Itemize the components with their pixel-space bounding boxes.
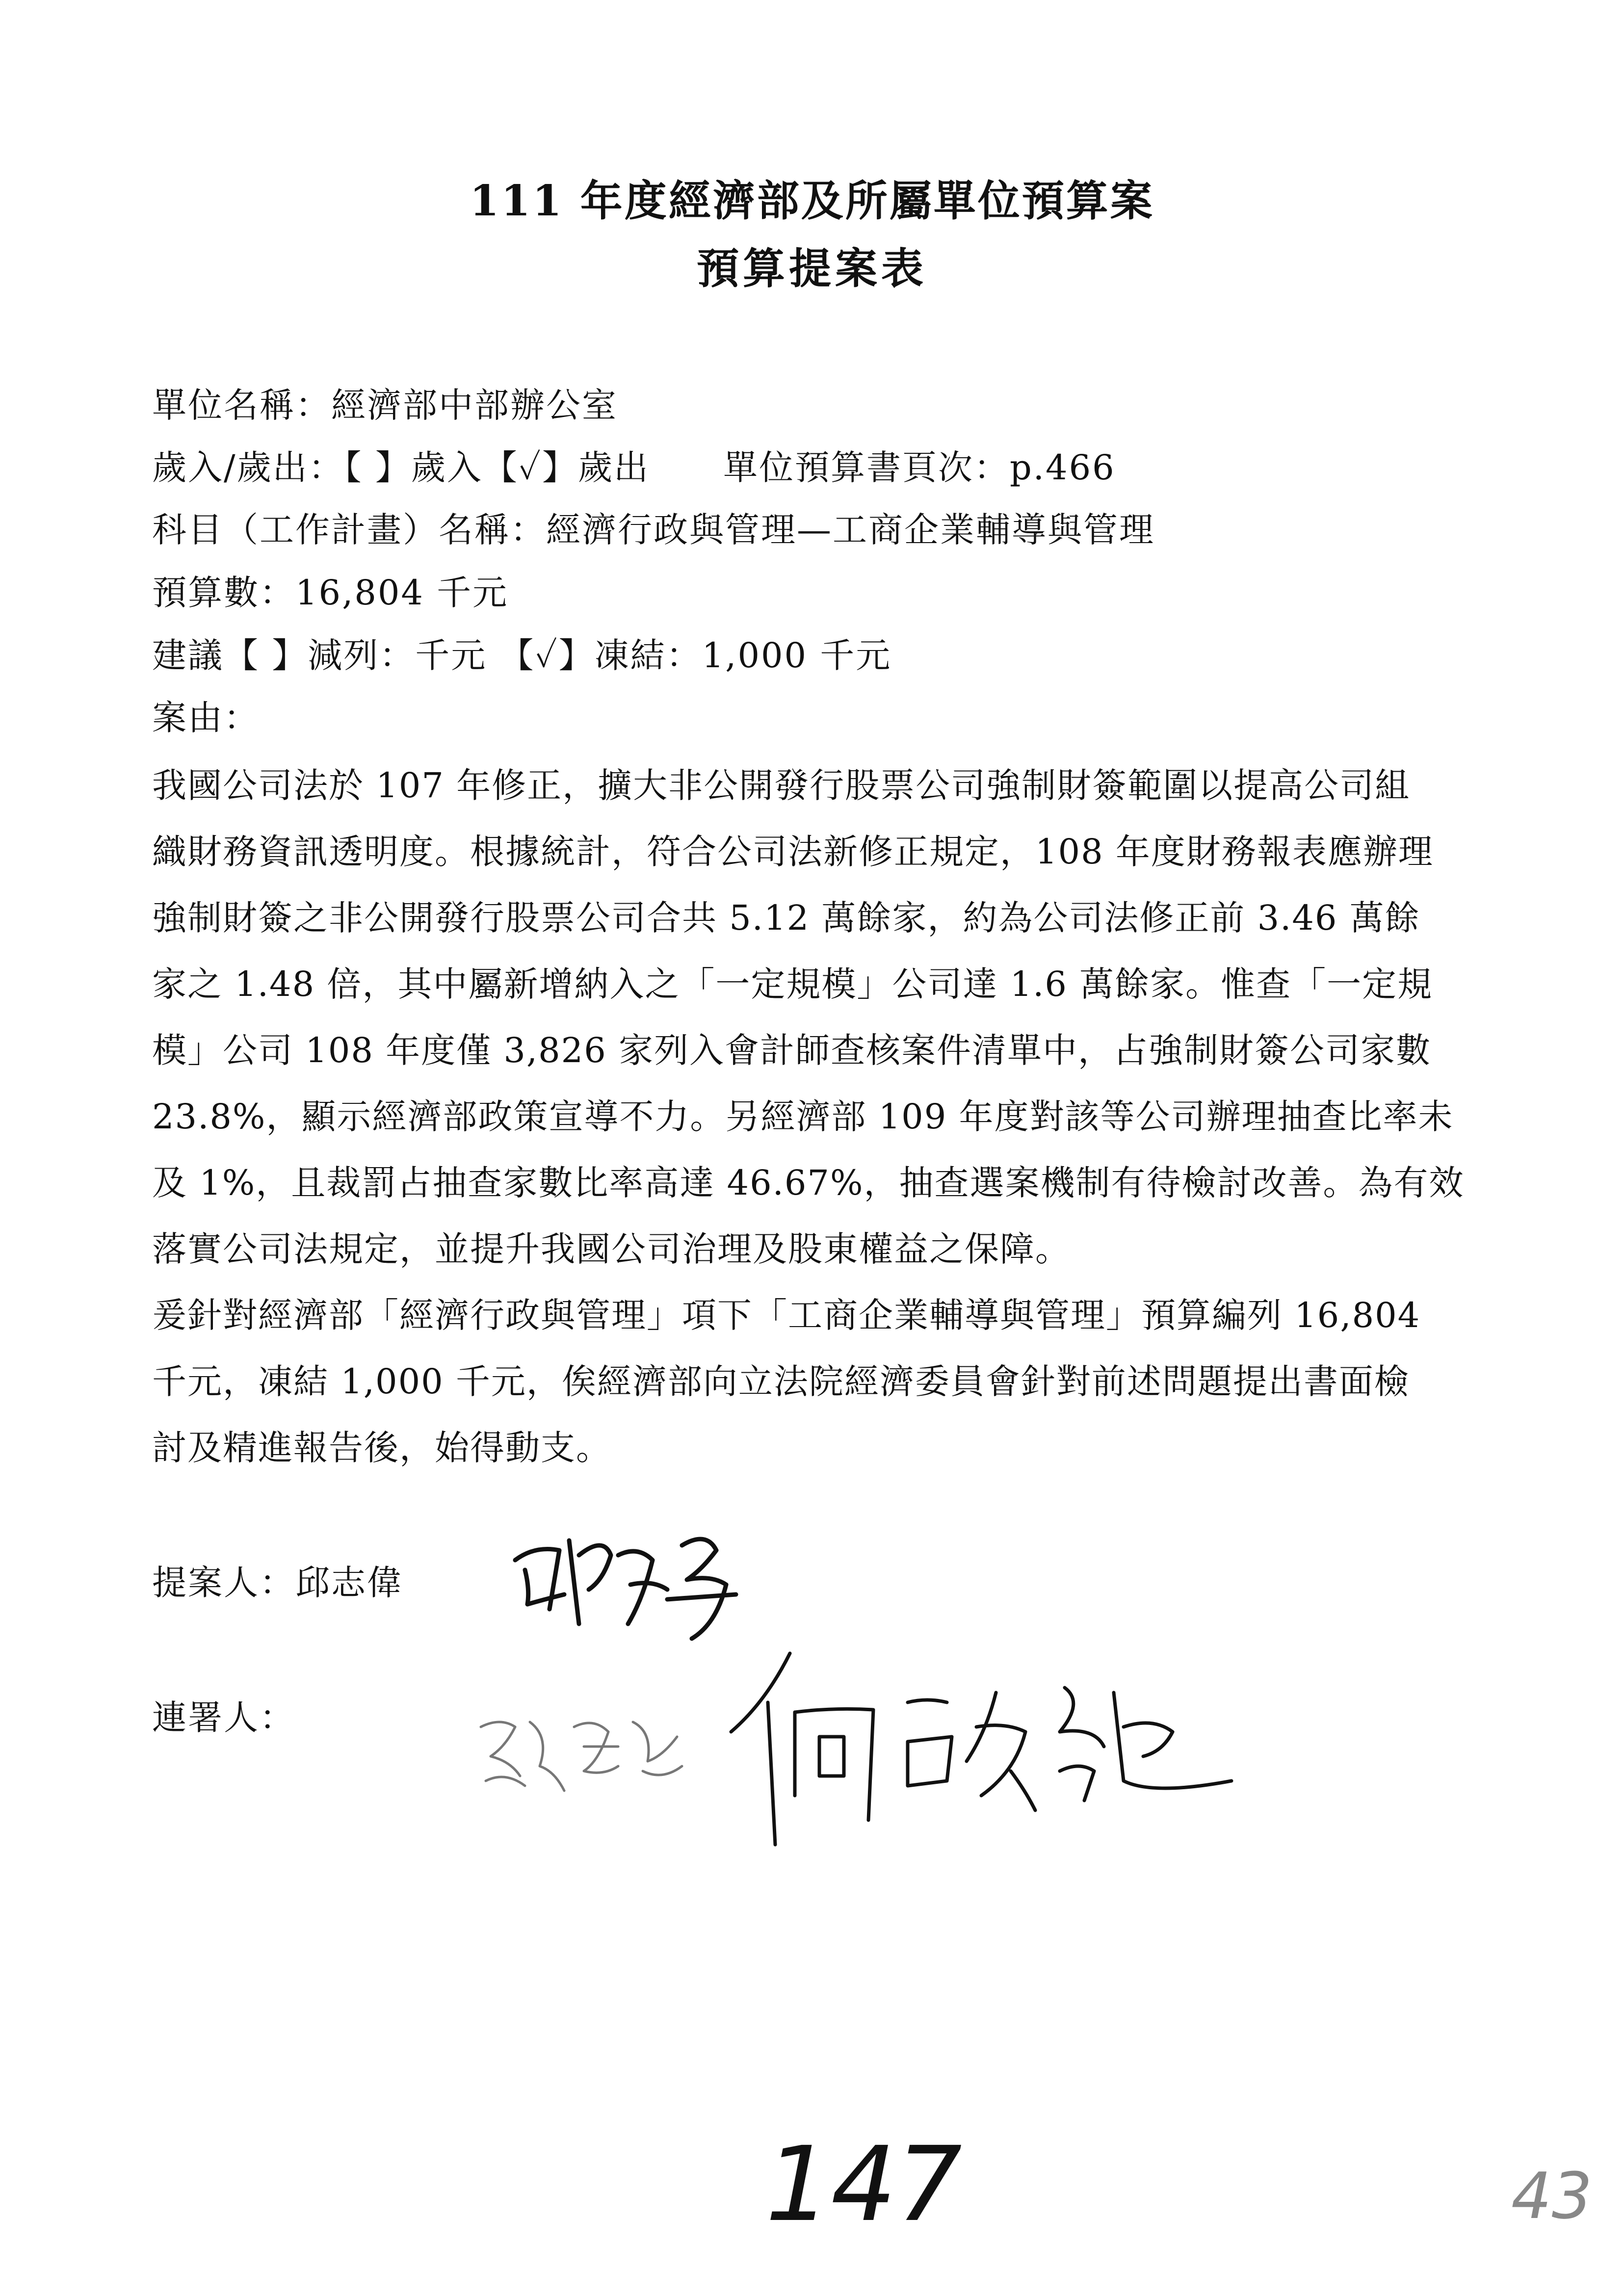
body-line: 我國公司法於 107 年修正，擴大非公開發行股票公司強制財簽範圍以提高公司組	[152, 765, 1411, 806]
document-title: 111 年度經濟部及所屬單位預算案	[470, 176, 1154, 226]
body-line: 織財務資訊透明度。根據統計，符合公司法新修正規定，108 年度財務報表應辦理	[152, 832, 1434, 872]
body-line: 模」公司 108 年度僅 3,826 家列入會計師查核案件清單中，占強制財簽公司家數	[152, 1030, 1432, 1070]
body-line: 及 1%，且裁罰占抽查家數比率高達 46.67%，抽查選案機制有待檢討改善。為有效	[152, 1163, 1465, 1203]
cosigner-signature-faint	[471, 1707, 702, 1805]
body-line: 討及精進報告後，始得動支。	[152, 1428, 611, 1468]
body-line: 強制財簽之非公開發行股票公司合共 5.12 萬餘家，約為公司法修正前 3.46 萬餘	[152, 898, 1420, 938]
handwritten-page-number: 147	[765, 2124, 962, 2244]
cosigner-signature	[721, 1634, 1241, 1859]
body-line: 爰針對經濟部「經濟行政與管理」項下「工商企業輔導與管理」預算編列 16,804	[152, 1295, 1421, 1335]
body-line: 23.8%，顯示經濟部政策宣導不力。另經濟部 109 年度對該等公司辦理抽查比率未	[152, 1096, 1454, 1137]
revenue-expense-field: 歲入/歲出：【 】歲入【✓】歲出	[152, 447, 650, 488]
body-line: 落實公司法規定，並提升我國公司治理及股東權益之保障。	[152, 1229, 1071, 1269]
proposer-label: 提案人：邱志偉	[152, 1563, 403, 1603]
unit-name: 單位名稱：經濟部中部辦公室	[152, 385, 618, 425]
suggestion: 建議【 】減列：千元 【✓】凍結：1,000 千元	[152, 635, 892, 676]
budget-amount: 預算數：16,804 千元	[152, 573, 509, 613]
cosigner-label: 連署人：	[152, 1697, 295, 1738]
budget-page-field: 單位預算書頁次：p.466	[723, 447, 1116, 488]
reason-label: 案由：	[152, 698, 260, 738]
revenue-expense-row	[152, 440, 1116, 490]
handwritten-corner-number: 43	[1511, 2159, 1593, 2233]
document-subtitle: 預算提案表	[697, 244, 927, 293]
body-line: 家之 1.48 倍，其中屬新增納入之「一定規模」公司達 1.6 萬餘家。惟查「一定規	[152, 964, 1433, 1004]
body-line: 千元，凍結 1,000 千元，俟經濟部向立法院經濟委員會針對前述問題提出書面檢	[152, 1361, 1410, 1402]
subject-name: 科目（工作計畫）名稱：經濟行政與管理—工商企業輔導與管理	[152, 510, 1155, 550]
